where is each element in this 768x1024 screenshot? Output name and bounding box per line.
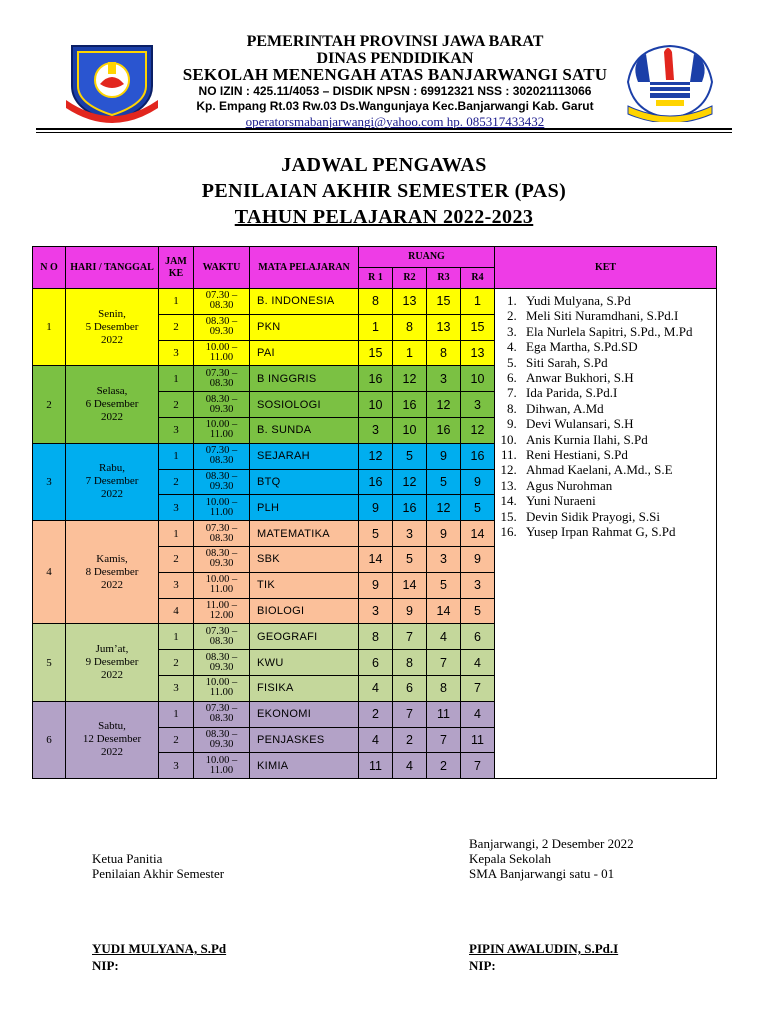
- session-number: 3: [159, 753, 194, 779]
- supervisor-item: 3. Ela Nurlela Sapitri, S.Pd., M.Pd: [520, 324, 716, 339]
- committee-chair-name: YUDI MULYANA, S.Pd: [92, 941, 227, 956]
- time-end: 08.30: [209, 377, 234, 389]
- session-number: 3: [159, 340, 194, 366]
- time-start: 07.30 –: [205, 367, 238, 379]
- room-3-supervisor: 5: [427, 469, 461, 495]
- time-end: 11.00: [209, 764, 234, 776]
- session-number: 3: [159, 572, 194, 598]
- time-start: 08.30 –: [205, 548, 238, 560]
- session-time: [194, 675, 250, 701]
- session-number: 2: [159, 392, 194, 418]
- time-end: 09.30: [209, 558, 234, 570]
- room-1-supervisor: 9: [359, 572, 393, 598]
- time-end: 11.00: [209, 506, 234, 518]
- signature-left-name: [92, 940, 226, 974]
- room-2-supervisor: 12: [393, 469, 427, 495]
- time-start: 10.00 –: [205, 574, 238, 586]
- title-line-2: PENILAIAN AKHIR SEMESTER (PAS): [201, 180, 567, 202]
- room-1-supervisor: 16: [359, 366, 393, 392]
- room-4-supervisor: 10: [461, 366, 495, 392]
- room-2-supervisor: 16: [393, 495, 427, 521]
- subject: GEOGRAFI: [250, 624, 359, 650]
- room-3-supervisor: 14: [427, 598, 461, 624]
- room-1-supervisor: 6: [359, 650, 393, 676]
- room-2-supervisor: 16: [393, 392, 427, 418]
- room-4-supervisor: 7: [461, 753, 495, 779]
- supervisor-list-cell: [495, 289, 717, 779]
- title-line-1: JADWAL PENGAWAS: [281, 154, 487, 176]
- time-start: 10.00 –: [205, 496, 238, 508]
- place-date: Banjarwangi, 2 Desember 2022: [469, 836, 634, 851]
- room-3-supervisor: 7: [427, 727, 461, 753]
- session-time: [194, 624, 250, 650]
- west-java-emblem: [620, 42, 720, 122]
- time-start: 10.00 –: [205, 677, 238, 689]
- supervisor-item: 15. Devin Sidik Prayogi, S.Si: [520, 509, 716, 524]
- room-4-supervisor: 5: [461, 495, 495, 521]
- room-3-supervisor: 16: [427, 417, 461, 443]
- room-4-supervisor: 4: [461, 650, 495, 676]
- time-end: 09.30: [209, 738, 234, 750]
- room-1-supervisor: 1: [359, 314, 393, 340]
- principal-name: PIPIN AWALUDIN, S.Pd.I: [469, 941, 619, 956]
- supervisor-item: 5. Siti Sarah, S.Pd: [520, 355, 716, 370]
- signature-right-block: [469, 836, 634, 881]
- subject: SOSIOLOGI: [250, 392, 359, 418]
- time-start: 07.30 –: [205, 522, 238, 534]
- school-name: SMA Banjarwangi satu - 01: [469, 866, 615, 881]
- subject: B INGGRIS: [250, 366, 359, 392]
- session-time: [194, 392, 250, 418]
- subject: TIK: [250, 572, 359, 598]
- room-2-supervisor: 7: [393, 624, 427, 650]
- session-number: 3: [159, 675, 194, 701]
- room-2-supervisor: 12: [393, 366, 427, 392]
- time-start: 08.30 –: [205, 651, 238, 663]
- schedule-body: [33, 289, 717, 779]
- time-end: 11.00: [209, 687, 234, 699]
- session-time: [194, 521, 250, 547]
- subject: MATEMATIKA: [250, 521, 359, 547]
- room-4-supervisor: 15: [461, 314, 495, 340]
- supervisor-item: 10. Anis Kurnia Ilahi, S.Pd: [520, 432, 716, 447]
- day-name: Kamis,: [96, 552, 128, 565]
- subject: PENJASKES: [250, 727, 359, 753]
- time-end: 08.30: [209, 300, 234, 312]
- supervisor-list: [495, 293, 716, 540]
- subject: B. INDONESIA: [250, 289, 359, 315]
- room-2-supervisor: 10: [393, 417, 427, 443]
- room-2-supervisor: 3: [393, 521, 427, 547]
- time-start: 08.30 –: [205, 728, 238, 740]
- room-2-supervisor: 4: [393, 753, 427, 779]
- subject: SEJARAH: [250, 443, 359, 469]
- time-start: 10.00 –: [205, 754, 238, 766]
- letterhead-contact: [150, 114, 640, 129]
- room-4-supervisor: 14: [461, 521, 495, 547]
- subject: PLH: [250, 495, 359, 521]
- room-4-supervisor: 1: [461, 289, 495, 315]
- day-date-cell: [66, 289, 159, 366]
- session-time: [194, 314, 250, 340]
- time-end: 09.30: [209, 403, 234, 415]
- day-year: 2022: [101, 488, 123, 501]
- day-date: 7 Desember: [85, 475, 139, 488]
- session-number: 4: [159, 598, 194, 624]
- session-number: 2: [159, 727, 194, 753]
- header-waktu: WAKTU: [194, 247, 250, 289]
- room-1-supervisor: 12: [359, 443, 393, 469]
- principal-title: Kepala Sekolah: [469, 851, 551, 866]
- subject: SBK: [250, 546, 359, 572]
- committee-name: Penilaian Akhir Semester: [92, 866, 225, 881]
- room-3-supervisor: 8: [427, 340, 461, 366]
- day-date-cell: [66, 443, 159, 520]
- room-4-supervisor: 16: [461, 443, 495, 469]
- room-4-supervisor: 3: [461, 572, 495, 598]
- day-date-cell: [66, 521, 159, 624]
- day-name: Rabu,: [99, 462, 125, 475]
- letterhead-rule: [36, 128, 732, 130]
- room-3-supervisor: 12: [427, 392, 461, 418]
- room-3-supervisor: 9: [427, 521, 461, 547]
- session-time: [194, 572, 250, 598]
- room-1-supervisor: 16: [359, 469, 393, 495]
- room-1-supervisor: 14: [359, 546, 393, 572]
- session-time: [194, 546, 250, 572]
- time-start: 08.30 –: [205, 470, 238, 482]
- session-number: 1: [159, 443, 194, 469]
- header-r4: R4: [461, 268, 495, 289]
- session-time: [194, 650, 250, 676]
- time-start: 10.00 –: [205, 419, 238, 431]
- letterhead-department: DINAS PENDIDIKAN: [316, 49, 474, 67]
- session-number: 2: [159, 314, 194, 340]
- day-year: 2022: [101, 411, 123, 424]
- supervisor-item: 8. Dihwan, A.Md: [520, 401, 716, 416]
- room-4-supervisor: 6: [461, 624, 495, 650]
- room-4-supervisor: 9: [461, 469, 495, 495]
- schedule-table: [32, 246, 717, 779]
- room-4-supervisor: 3: [461, 392, 495, 418]
- room-2-supervisor: 2: [393, 727, 427, 753]
- room-3-supervisor: 9: [427, 443, 461, 469]
- room-1-supervisor: 4: [359, 727, 393, 753]
- supervisor-item: 7. Ida Parida, S.Pd.I: [520, 385, 716, 400]
- day-date: 5 Desember: [85, 320, 139, 333]
- subject: B. SUNDA: [250, 417, 359, 443]
- room-3-supervisor: 3: [427, 546, 461, 572]
- room-1-supervisor: 8: [359, 289, 393, 315]
- room-4-supervisor: 4: [461, 701, 495, 727]
- room-2-supervisor: 9: [393, 598, 427, 624]
- room-1-supervisor: 3: [359, 598, 393, 624]
- session-number: 1: [159, 624, 194, 650]
- room-2-supervisor: 5: [393, 546, 427, 572]
- day-date-cell: [66, 624, 159, 701]
- signature-left-block: [92, 851, 224, 881]
- time-end: 11.00: [209, 429, 234, 441]
- header-no: N O: [33, 247, 66, 289]
- title-line-3: TAHUN PELAJARAN 2022-2023: [234, 206, 534, 228]
- session-time: [194, 417, 250, 443]
- room-3-supervisor: 7: [427, 650, 461, 676]
- room-3-supervisor: 11: [427, 701, 461, 727]
- letterhead-permit: NO IZIN : 425.11/4053 – DISDIK NPSN : 69912321 NSS : 302021113066: [198, 83, 592, 98]
- room-2-supervisor: 8: [393, 650, 427, 676]
- supervisor-item: 11. Reni Hestiani, S.Pd: [520, 447, 716, 462]
- session-time: [194, 469, 250, 495]
- session-time: [194, 443, 250, 469]
- subject: BIOLOGI: [250, 598, 359, 624]
- day-number: 3: [33, 443, 66, 520]
- principal-nip: NIP:: [469, 958, 496, 973]
- session-number: 2: [159, 650, 194, 676]
- session-number: 1: [159, 701, 194, 727]
- session-time: [194, 598, 250, 624]
- header-ruang: RUANG: [359, 247, 495, 268]
- room-1-supervisor: 3: [359, 417, 393, 443]
- day-number: 4: [33, 521, 66, 624]
- time-start: 07.30 –: [205, 625, 238, 637]
- session-number: 1: [159, 289, 194, 315]
- room-3-supervisor: 12: [427, 495, 461, 521]
- session-time: [194, 289, 250, 315]
- time-start: 07.30 –: [205, 290, 238, 302]
- room-1-supervisor: 5: [359, 521, 393, 547]
- time-start: 08.30 –: [205, 393, 238, 405]
- subject: KIMIA: [250, 753, 359, 779]
- day-number: 6: [33, 701, 66, 778]
- room-2-supervisor: 14: [393, 572, 427, 598]
- room-4-supervisor: 9: [461, 546, 495, 572]
- room-4-supervisor: 11: [461, 727, 495, 753]
- time-end: 09.30: [209, 661, 234, 673]
- room-3-supervisor: 15: [427, 289, 461, 315]
- day-date: 8 Desember: [85, 565, 139, 578]
- letterhead-school: SEKOLAH MENENGAH ATAS BANJARWANGI SATU: [182, 65, 608, 84]
- supervisor-item: 1. Yudi Mulyana, S.Pd: [520, 293, 716, 308]
- session-number: 1: [159, 521, 194, 547]
- subject: PKN: [250, 314, 359, 340]
- day-year: 2022: [101, 333, 123, 346]
- day-year: 2022: [101, 669, 123, 682]
- header-r3: R3: [427, 268, 461, 289]
- session-time: [194, 753, 250, 779]
- session-time: [194, 340, 250, 366]
- day-name: Jum’at,: [95, 643, 129, 656]
- committee-chair-nip: NIP:: [92, 958, 119, 973]
- room-3-supervisor: 4: [427, 624, 461, 650]
- room-1-supervisor: 11: [359, 753, 393, 779]
- supervisor-item: 9. Devi Wulansari, S.H: [520, 416, 716, 431]
- room-1-supervisor: 4: [359, 675, 393, 701]
- room-3-supervisor: 13: [427, 314, 461, 340]
- session-time: [194, 495, 250, 521]
- room-1-supervisor: 15: [359, 340, 393, 366]
- time-end: 08.30: [209, 455, 234, 467]
- session-number: 3: [159, 495, 194, 521]
- room-2-supervisor: 13: [393, 289, 427, 315]
- room-2-supervisor: 5: [393, 443, 427, 469]
- supervisor-item: 4. Ega Martha, S.Pd.SD: [520, 339, 716, 354]
- header-jam-ke: JAM KE: [159, 247, 194, 289]
- room-3-supervisor: 8: [427, 675, 461, 701]
- school-logo: [62, 40, 162, 126]
- subject: FISIKA: [250, 675, 359, 701]
- room-2-supervisor: 1: [393, 340, 427, 366]
- supervisor-item: 14. Yuni Nuraeni: [520, 493, 716, 508]
- time-end: 08.30: [209, 532, 234, 544]
- header-r1: R 1: [359, 268, 393, 289]
- time-end: 12.00: [209, 609, 234, 621]
- room-2-supervisor: 7: [393, 701, 427, 727]
- header-r2: R2: [393, 268, 427, 289]
- day-name: Senin,: [98, 307, 126, 320]
- header-ket: KET: [495, 247, 717, 289]
- room-4-supervisor: 7: [461, 675, 495, 701]
- time-start: 10.00 –: [205, 341, 238, 353]
- session-time: [194, 701, 250, 727]
- room-3-supervisor: 3: [427, 366, 461, 392]
- subject: PAI: [250, 340, 359, 366]
- room-1-supervisor: 2: [359, 701, 393, 727]
- subject: EKONOMI: [250, 701, 359, 727]
- session-number: 1: [159, 366, 194, 392]
- time-end: 08.30: [209, 713, 234, 725]
- day-year: 2022: [101, 578, 123, 591]
- subject: BTQ: [250, 469, 359, 495]
- day-number: 2: [33, 366, 66, 443]
- schedule-row: [33, 289, 717, 315]
- time-start: 07.30 –: [205, 445, 238, 457]
- session-number: 2: [159, 469, 194, 495]
- day-number: 5: [33, 624, 66, 701]
- room-4-supervisor: 13: [461, 340, 495, 366]
- room-1-supervisor: 8: [359, 624, 393, 650]
- signature-right-name: [469, 940, 618, 974]
- session-number: 3: [159, 417, 194, 443]
- day-date-cell: [66, 366, 159, 443]
- session-number: 2: [159, 546, 194, 572]
- letterhead-rule-thin: [36, 132, 732, 133]
- day-date-cell: [66, 701, 159, 778]
- supervisor-item: 16. Yusep Irpan Rahmat G, S.Pd: [520, 524, 716, 539]
- time-start: 11.00 –: [205, 599, 238, 611]
- day-name: Sabtu,: [98, 720, 126, 733]
- committee-chair-title: Ketua Panitia: [92, 851, 163, 866]
- room-2-supervisor: 8: [393, 314, 427, 340]
- session-time: [194, 366, 250, 392]
- room-3-supervisor: 5: [427, 572, 461, 598]
- time-end: 08.30: [209, 635, 234, 647]
- letterhead-government: PEMERINTAH PROVINSI JAWA BARAT: [246, 33, 544, 50]
- time-end: 09.30: [209, 480, 234, 492]
- day-name: Selasa,: [96, 385, 128, 398]
- day-year: 2022: [101, 746, 123, 759]
- letterhead-email[interactable]: operatorsmabanjarwangi@yahoo.com hp. 085317433432: [245, 113, 545, 129]
- header-hari-tanggal: HARI / TANGGAL: [66, 247, 159, 289]
- letterhead: [150, 34, 640, 129]
- day-number: 1: [33, 289, 66, 366]
- subject: KWU: [250, 650, 359, 676]
- time-start: 07.30 –: [205, 703, 238, 715]
- room-1-supervisor: 9: [359, 495, 393, 521]
- supervisor-item: 13. Agus Nurohman: [520, 478, 716, 493]
- day-date: 9 Desember: [85, 656, 139, 669]
- room-4-supervisor: 5: [461, 598, 495, 624]
- time-end: 09.30: [209, 326, 234, 338]
- room-2-supervisor: 6: [393, 675, 427, 701]
- room-4-supervisor: 12: [461, 417, 495, 443]
- letterhead-address: Kp. Empang Rt.03 Rw.03 Ds.Wangunjaya Kec.Banjarwangi Kab. Garut: [196, 98, 594, 113]
- time-start: 08.30 –: [205, 316, 238, 328]
- supervisor-item: 12. Ahmad Kaelani, A.Md., S.E: [520, 462, 716, 477]
- day-date: 12 Desember: [82, 733, 142, 746]
- room-1-supervisor: 10: [359, 392, 393, 418]
- room-3-supervisor: 2: [427, 753, 461, 779]
- time-end: 11.00: [209, 584, 234, 596]
- header-mata-pelajaran: MATA PELAJARAN: [250, 247, 359, 289]
- day-date: 6 Desember: [85, 398, 139, 411]
- supervisor-item: 2. Meli Siti Nuramdhani, S.Pd.I: [520, 308, 716, 323]
- session-time: [194, 727, 250, 753]
- document-title: [0, 152, 768, 230]
- time-end: 11.00: [209, 351, 234, 363]
- supervisor-item: 6. Anwar Bukhori, S.H: [520, 370, 716, 385]
